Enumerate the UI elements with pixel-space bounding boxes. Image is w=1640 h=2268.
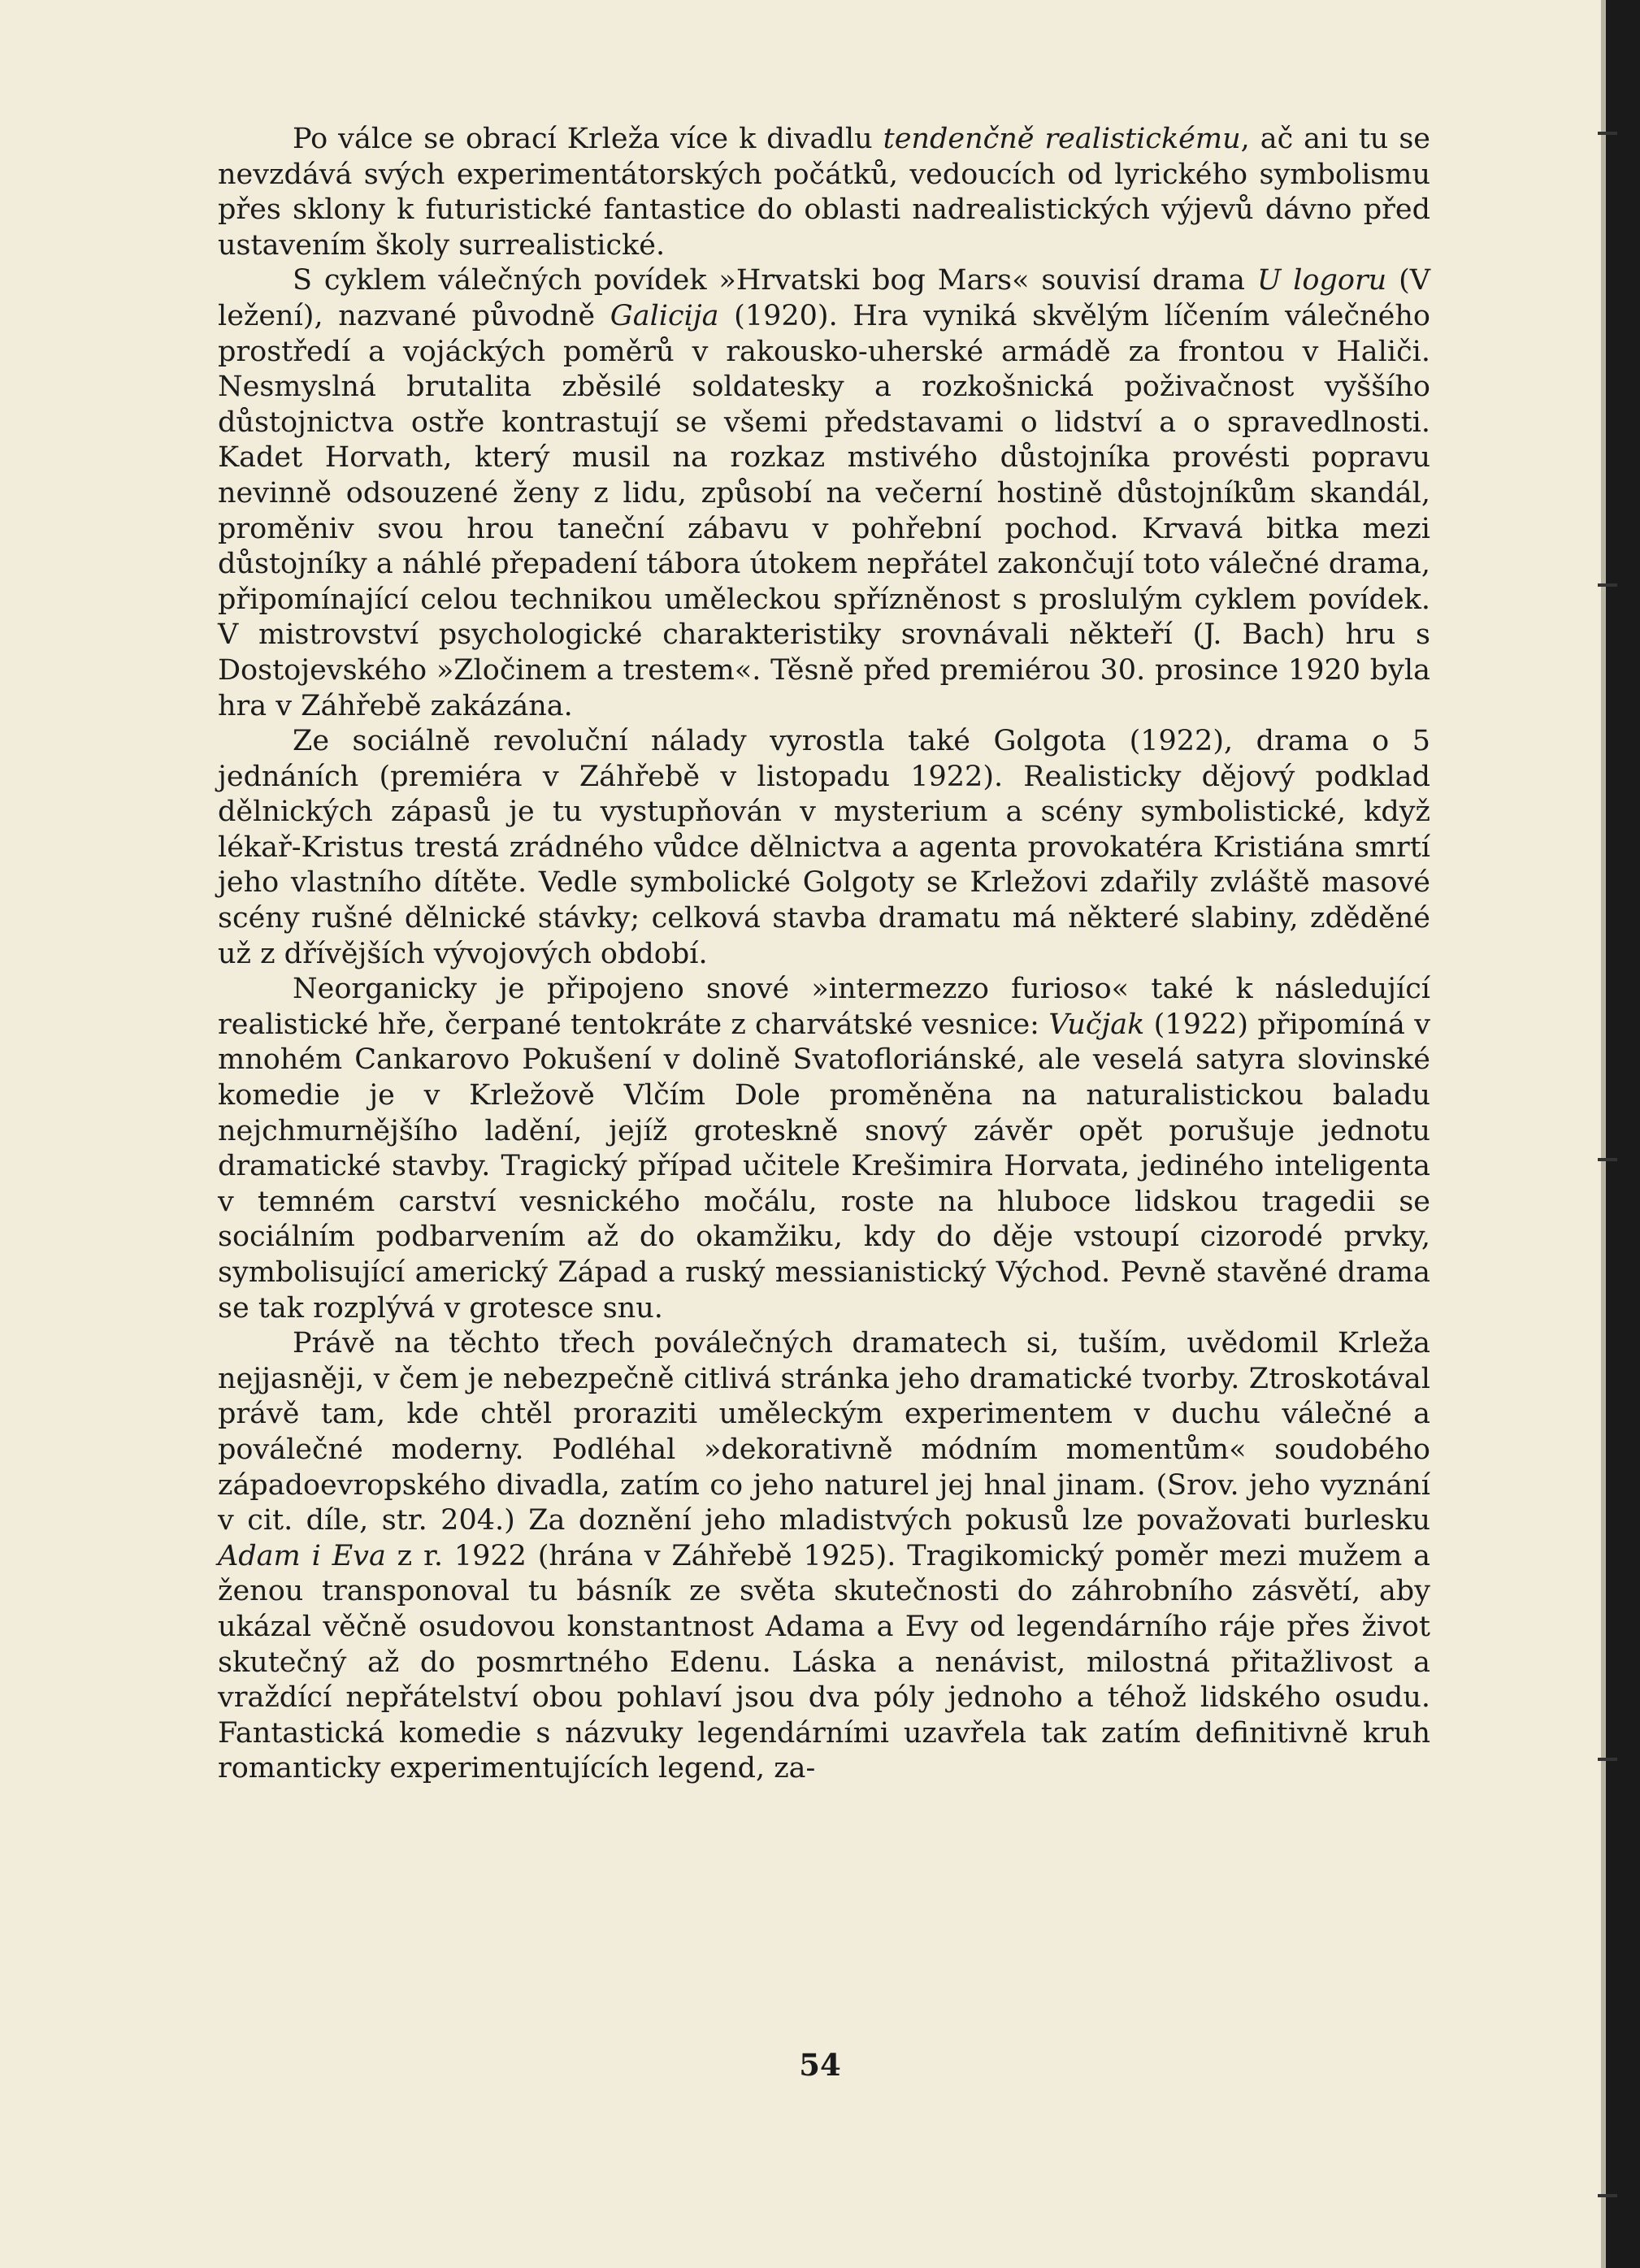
binding-mark <box>1598 1158 1617 1161</box>
binding-mark <box>1598 583 1617 587</box>
text-run: S cyklem válečných povídek »Hrvatski bog Mars« souvisí drama <box>293 264 1257 297</box>
paragraph <box>218 1326 1430 1787</box>
text-run: (V ležení), nazvané původně <box>218 264 1431 332</box>
text-run: Po válce se obrací Krleža více k divadlu <box>293 123 883 155</box>
page-number: 54 <box>799 2047 841 2083</box>
paragraph <box>218 122 1430 263</box>
paragraph <box>218 263 1430 724</box>
text-run: Ze sociálně revoluční nálady vyrostla také Golgota (1922), drama o 5 jednáních (premiéra v Záhřebě v listopadu 1922). Realisticky dějový podklad dělnických zápasů je tu vystupňován v mysterium a scény symbolistické, když lékař-Kristus trestá zrádného vůdce dělnictva a agenta provokatéra Kristiána smrtí jeho vlastního dítěte. Vedle symbolické Golgoty se Krležovi zdařily zvláště masové scény rušné dělnické stávky; celková stavba dramatu má některé slabiny, zděděné už z dřívějších vývojových období. <box>218 725 1430 970</box>
italic-title: U logoru <box>1256 264 1387 297</box>
italic-title: Adam i Eva <box>218 1539 386 1572</box>
binding-mark <box>1598 2194 1617 2197</box>
text-run: (1922) připomíná v mnohém Cankarovo Pokušení v dolině Svatofloriánské, ale veselá satyra slovinské komedie je v Krležově Vlčím Dole proměněna na naturalistickou baladu nejchmurnějšího ladění, jejíž groteskně snový závěr opět porušuje jednotu dramatické stavby. Tragický případ učitele Krešimira Horvata, jediného inteligenta v temném carství vesnického močálu, roste na hluboce lidskou tragedii se sociálním podbarvením až do okamžiku, kdy do děje vstoupí cizorodé prvky, symbolisující americký Západ a ruský messianistický Východ. Pevně stavěné drama se tak rozplývá v grotesce snu. <box>218 1008 1430 1325</box>
body-text <box>218 122 1430 1787</box>
text-run: (1920). Hra vyniká skvělým líčením válečného prostředí a vojáckých poměrů v rakousko-uherské armádě za frontou v Haliči. Nesmyslná brutalita zběsilé soldatesky a rozkošnická poživačnost vyššího důstojnictva ostře kontrastují se všemi představami o lidství a o spravedlnosti. Kadet Horvath, který musil na rozkaz mstivého důstojníka provésti popravu nevinně odsouzené ženy z lidu, způsobí na večerní hostině důstojníkům skandál, proměniv svou hrou taneční zábavu v pohřební pochod. Krvavá bitka mezi důstojníky a náhlé přepadení tábora útokem nepřátel zakončují toto válečné drama, připomínající celou technikou uměleckou spřízněnost s proslulým cyklem povídek. V mistrovství psychologické charakteristiky srovnávali někteří (J. Bach) hru s Dostojevského »Zločinem a trestem«. Těsně před premiérou 30. prosince 1920 byla hra v Záhřebě zakázána. <box>218 299 1430 722</box>
text-run: Neorganicky je připojeno snové »intermezzo furioso« také k následující realistické hře, čerpané tentokráte z charvátské vesnice: <box>218 973 1430 1041</box>
text-run: , ač ani tu se nevzdává svých experimentátorských počátků, vedoucích od lyrického symbolismu přes sklony k futuristické fantastice do oblasti nadrealistických výjevů dávno před ustavením školy surrealistické. <box>218 123 1430 262</box>
binding-mark <box>1598 132 1617 135</box>
text-run: z r. 1922 (hrána v Záhřebě 1925). Tragikomický poměr mezi mužem a ženou transponoval tu básník ze světa skutečnosti do záhrobního zásvětí, aby ukázal věčně osudovou konstantnost Adama a Evy od legendárního ráje přes život skutečný až do posmrtného Edenu. Láska a nenávist, milostná přitažlivost a vraždící nepřátelství obou pohlaví jsou dva póly jednoho a téhož lidského osudu. Fantastická komedie s názvuky legendárními uzavřela tak zatím definitivně kruh romanticky experimentujících legend, za- <box>218 1539 1431 1785</box>
paragraph <box>218 724 1430 972</box>
italic-title: Galicija <box>610 299 719 332</box>
italic-title: tendenčně realistickému <box>883 123 1241 155</box>
page-edge <box>1601 0 1606 2268</box>
binding-shadow <box>1601 0 1640 2268</box>
text-run: Právě na těchto třech poválečných dramatech si, tuším, uvědomil Krleža nejjasněji, v čem je nebezpečně citlivá stránka jeho dramatické tvorby. Ztroskotával právě tam, kde chtěl proraziti uměleckým experimentem v duchu válečné a poválečné moderny. Podléhal »dekorativně módním momentům« soudobého západoevropského divadla, zatím co jeho naturel jej hnal jinam. (Srov. jeho vyznání v cit. díle, str. 204.) Za doznění jeho mladistvých pokusů lze považovati burlesku <box>218 1327 1430 1537</box>
paragraph <box>218 972 1430 1326</box>
italic-title: Vučjak <box>1048 1008 1145 1041</box>
binding-mark <box>1598 1758 1617 1761</box>
